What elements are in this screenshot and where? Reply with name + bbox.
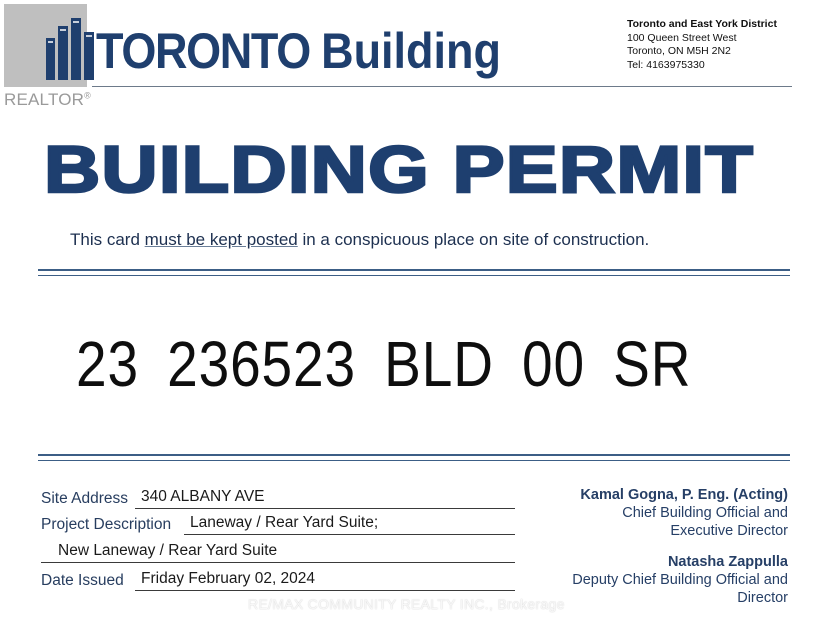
posting-notice <box>70 230 649 250</box>
realtor-mark: ® <box>84 90 91 101</box>
district-street: 100 Queen Street West <box>627 31 737 44</box>
permit-title: BUILDING PERMIT <box>44 132 754 206</box>
official-deputy-title-1: Deputy Chief Building Official and <box>572 572 788 588</box>
realtor-text: REALTOR <box>4 90 85 109</box>
project-description-line <box>184 534 515 535</box>
district-city: Toronto, ON M5H 2N2 <box>627 45 731 57</box>
official-deputy-title-2: Director <box>737 590 788 606</box>
notice-underlined: must be kept posted <box>144 230 298 249</box>
project-description-value: Laneway / Rear Yard Suite; <box>190 514 379 531</box>
brokerage-watermark: RE/MAX COMMUNITY REALTY INC., Brokerage <box>248 596 565 612</box>
date-issued-line <box>135 590 515 591</box>
official-chief-name: Kamal Gogna, P. Eng. (Acting) <box>580 487 788 503</box>
toronto-skyline-icon <box>44 18 100 80</box>
district-tel: Tel: 4163975330 <box>627 58 705 71</box>
project-description-value-2: New Laneway / Rear Yard Suite <box>58 542 278 559</box>
double-rule-top <box>38 269 790 276</box>
notice-after: in a conspicuous place on site of construction. <box>297 230 650 249</box>
official-deputy-name: Natasha Zappulla <box>667 554 788 570</box>
double-rule-bottom <box>38 454 790 461</box>
official-deputy <box>572 553 788 607</box>
official-chief-title-2: Executive Director <box>670 523 788 539</box>
date-issued-value: Friday February 02, 2024 <box>141 570 316 587</box>
toronto-building-wordmark <box>96 22 501 80</box>
project-description-label: Project Description <box>41 516 172 533</box>
date-issued-label: Date Issued <box>41 572 124 589</box>
site-address-line <box>135 508 515 509</box>
site-address-value: 340 ALBANY AVE <box>141 488 265 505</box>
district-name: Toronto and East York District <box>627 18 777 30</box>
permit-number: 23 236523 BLD 00 SR <box>76 328 692 400</box>
header-divider <box>92 86 792 87</box>
wordmark-building: Building <box>321 23 502 79</box>
wordmark-toronto: TORONTO <box>96 23 310 79</box>
site-address-label: Site Address <box>41 490 129 507</box>
notice-before: This card <box>70 230 145 249</box>
official-chief <box>580 486 788 540</box>
official-chief-title-1: Chief Building Official and <box>622 505 788 521</box>
district-address <box>627 18 777 72</box>
realtor-watermark <box>4 90 91 110</box>
project-description-line-2 <box>41 562 515 563</box>
